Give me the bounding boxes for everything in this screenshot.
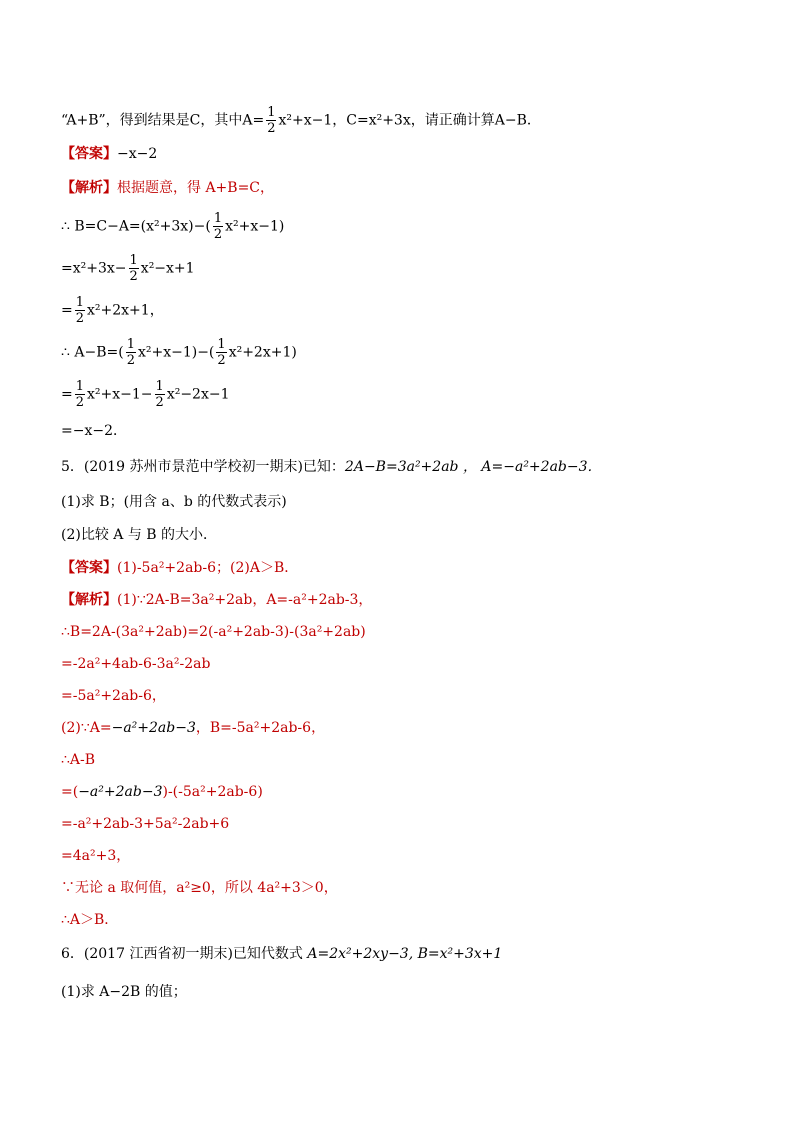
- step-5: = $\frac{1}{2}$ x²+x−1− $\frac{1}{2}$ x²−2x−1: [61, 379, 230, 410]
- explanation-line: [61, 178, 274, 198]
- exp5-step-3: =-5a²+2ab-6，: [61, 688, 166, 704]
- text-segment: x²+x−1，C=x²+3x，请正确计算A−B．: [278, 112, 541, 129]
- exp5-step-1: ∴B=2A-(3a²+2ab)=2(-a²+2ab-3)-(3a²+2ab): [61, 624, 366, 640]
- step-3: = $\frac{1}{2}$ x²+2x+1，: [61, 295, 164, 326]
- exp5-step-7: =-a²+2ab-3+5a²-2ab+6: [61, 816, 230, 832]
- exp5-step-2: =-2a²+4ab-6-3a²-2ab: [61, 656, 211, 672]
- exp5-step-5: ∴A-B: [61, 752, 96, 768]
- question-5-part-2: (2)比较 A 与 B 的大小．: [61, 527, 218, 543]
- answer-line: 【答案】(1)-5a²+2ab-6；(2)A＞B．: [61, 560, 299, 576]
- question-5-part-1: (1)求 B；(用含 a、b 的代数式表示): [61, 494, 287, 510]
- explanation-line: 【解析】(1)∵2A-B=3a²+2ab，A=-a²+2ab-3，: [61, 592, 373, 608]
- answer-label: 【答案】: [61, 146, 117, 162]
- exp5-step-8: =4a²+3，: [61, 848, 131, 864]
- step-6: =−x−2．: [61, 423, 127, 439]
- text-segment: “A+B”，得到结果是C，其中A=: [61, 112, 265, 129]
- answer-value: −x−2: [117, 146, 158, 162]
- explanation-label: 【解析】: [61, 180, 117, 196]
- exp5-step-4: (2)∵A=−a²+2ab−3，B=-5a²+2ab-6，: [61, 720, 326, 736]
- step-4: ∴ A−B=( $\frac{1}{2}$ x²+x−1)−( $\frac{1}{2}$ x²+2x+1): [61, 337, 297, 368]
- problem-statement: [61, 106, 541, 135]
- step-1: ∴ B=C−A=(x²+3x)−( $\frac{1}{2}$ x²+x−1): [61, 211, 285, 242]
- exp5-step-10: ∴A＞B．: [61, 912, 119, 928]
- answer-line: [61, 144, 157, 164]
- question-6: 6．(2017 江西省初一期末)已知代数式 A=2x²+2xy−3, B=x²+3x+1: [61, 946, 503, 962]
- step-2: =x²+3x− $\frac{1}{2}$ x²−x+1: [61, 253, 195, 284]
- explanation-text: 根据题意，得 A+B=C，: [117, 180, 275, 196]
- exp5-step-6: =(−a²+2ab−3)-(-5a²+2ab-6): [61, 784, 263, 800]
- exp5-step-9: ∵无论 a 取何值，a²≥0，所以 4a²+3＞0，: [61, 880, 338, 896]
- question-5: 5．(2019 苏州市景范中学校初一期末)已知：2A−B=3a²+2ab ， A=−a²+2ab−3．: [61, 459, 602, 475]
- question-6-part-1: (1)求 A−2B 的值；: [61, 984, 187, 1000]
- fraction: $\frac{1}{2}$: [267, 105, 276, 136]
